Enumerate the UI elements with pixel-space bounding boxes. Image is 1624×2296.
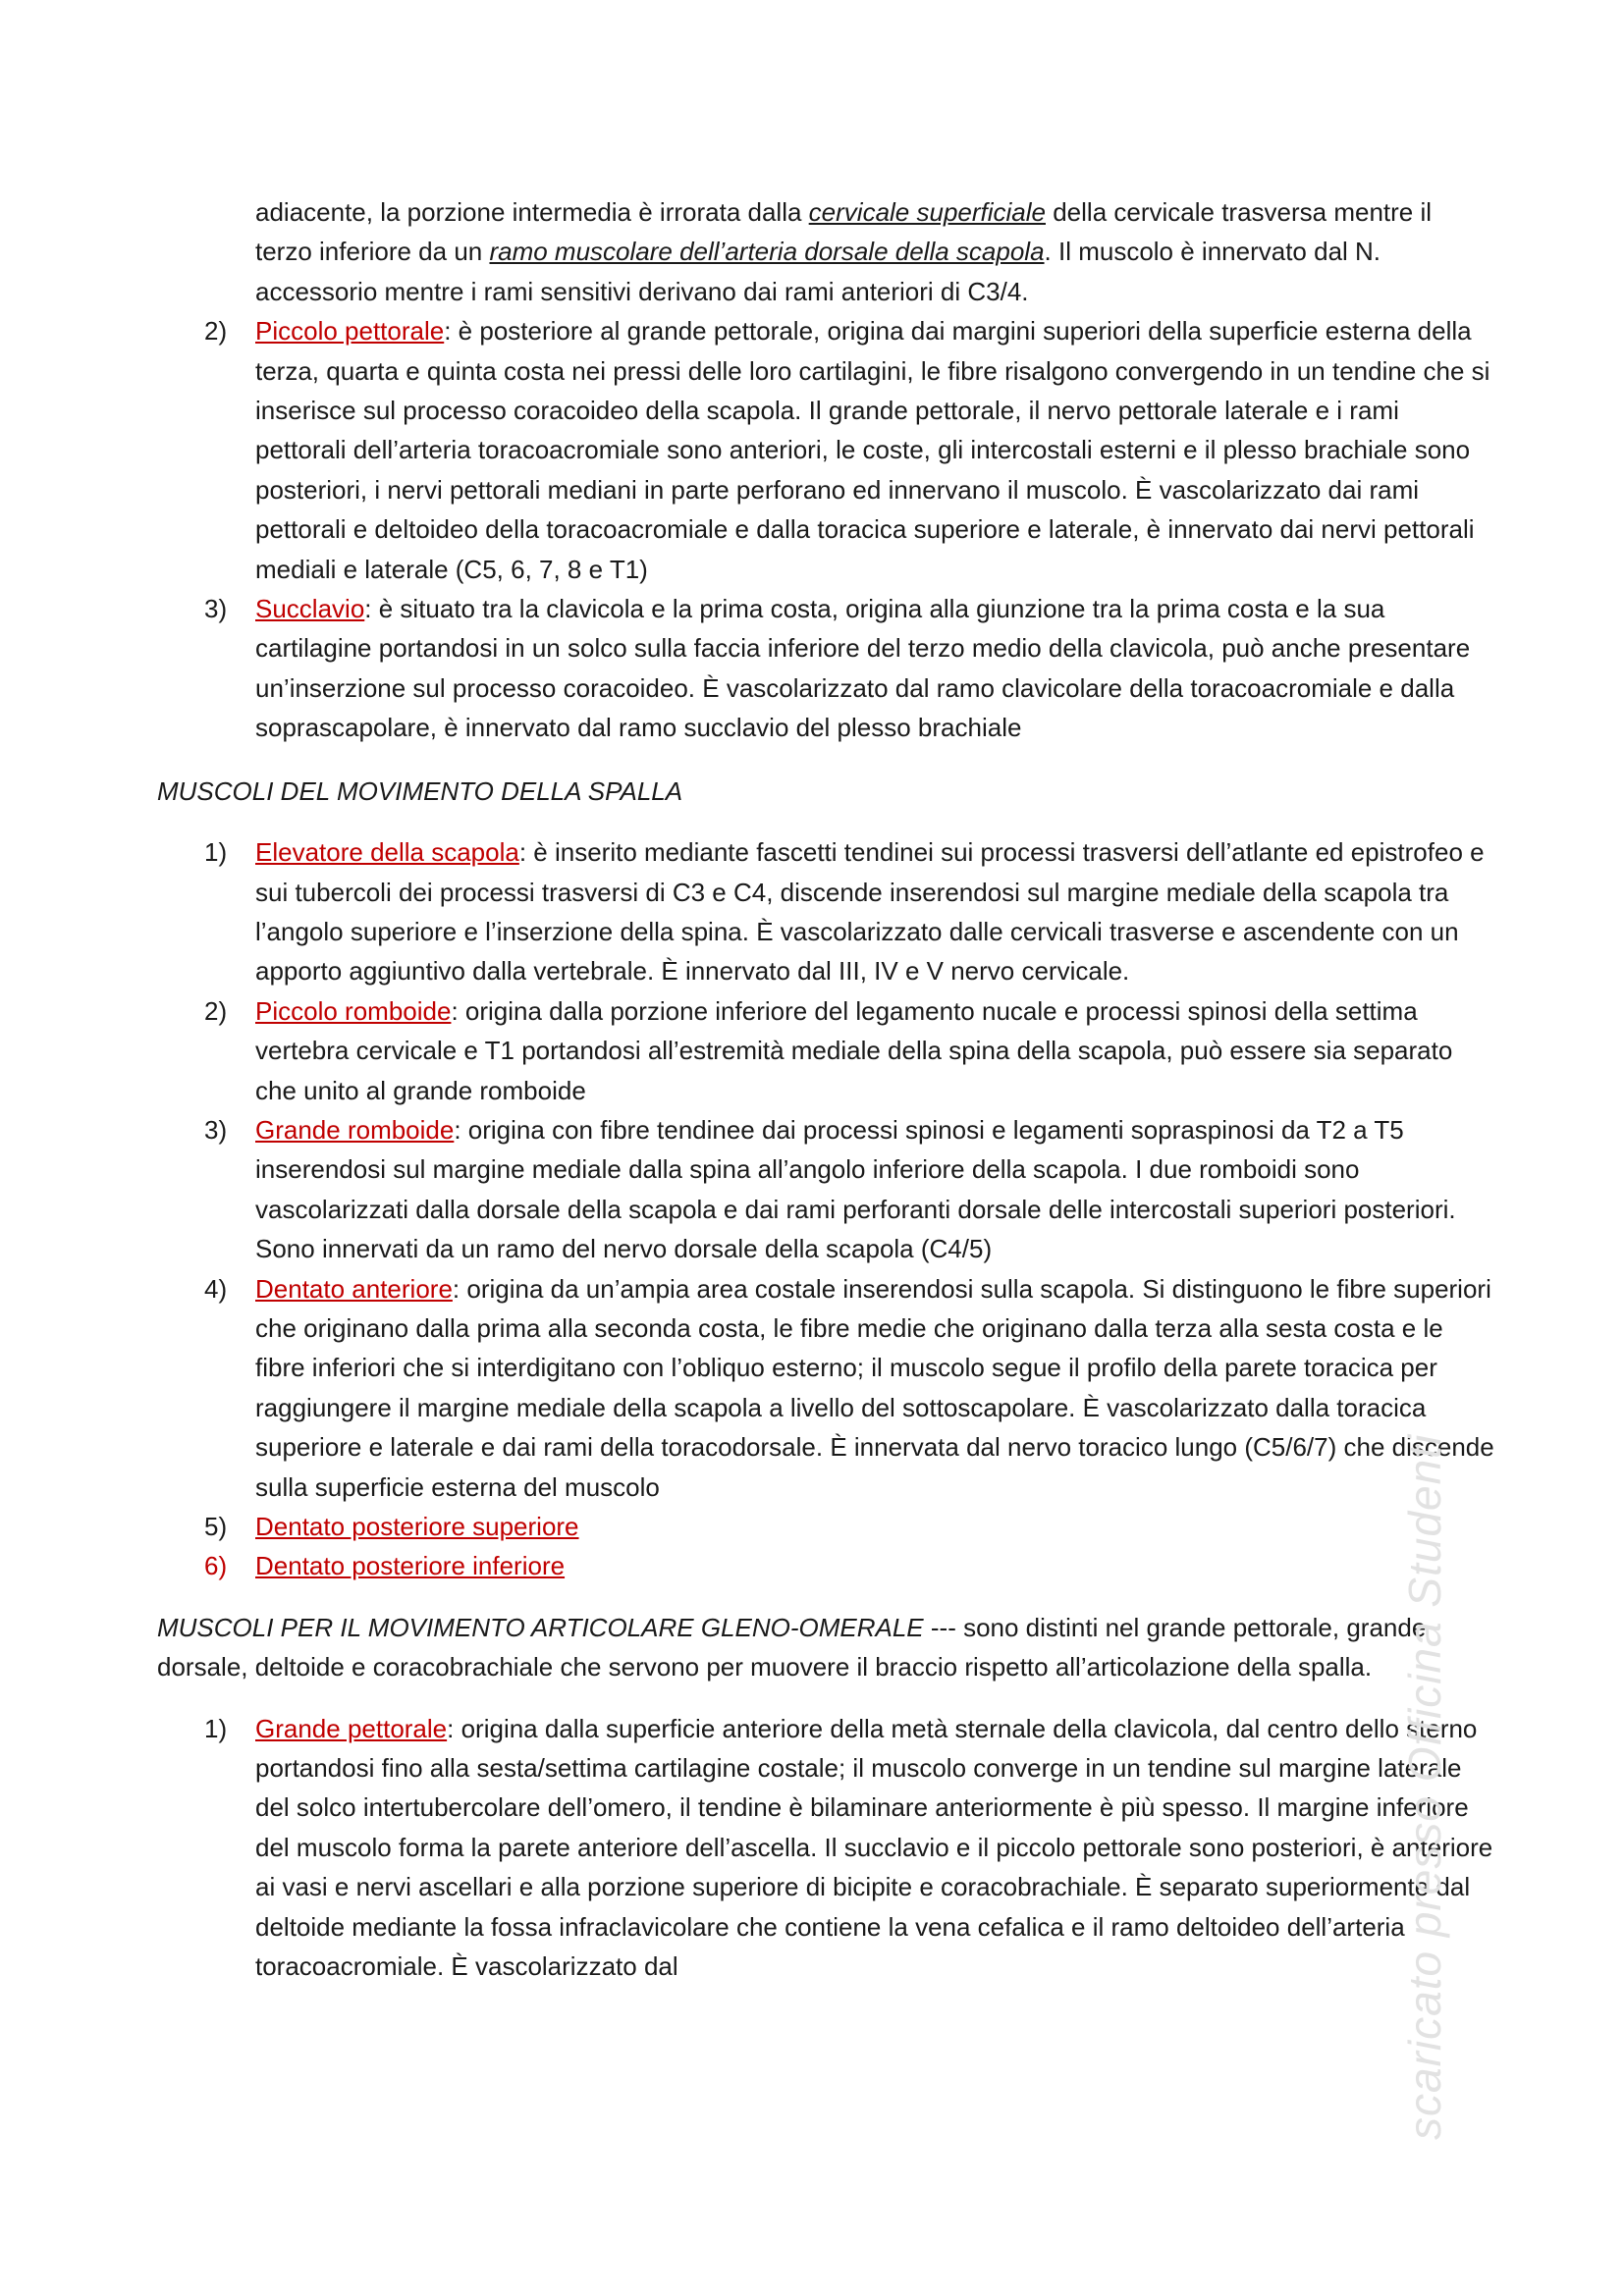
intro-underlined-2: ramo muscolare dell’arteria dorsale della scapola <box>489 237 1045 267</box>
item-description: : origina dalla porzione inferiore del legamento nucale e processi spinosi della settima vertebra cervicale e T1 portandosi all’estremità mediale della spina della scapola, può essere sia separato che unito al grande romboide <box>255 995 1453 1105</box>
intro-paragraph <box>255 192 1494 311</box>
item-number: 3) <box>204 1114 228 1145</box>
intro-text-2: della cervicale trasversa mentre il terzo inferiore da un <box>255 197 1433 267</box>
muscle-term: Dentato posteriore inferiore <box>255 1551 566 1581</box>
list-item <box>157 311 1494 589</box>
list-item <box>157 991 1494 1110</box>
intro-text-1: adiacente, la porzione intermedia è irrorata dalla <box>255 197 809 227</box>
list-glenohumeral-muscles <box>157 1709 1494 1987</box>
watermark: scaricato presso Officina Studenti <box>1399 1433 1450 2140</box>
item-number: 2) <box>204 316 228 347</box>
list-item <box>157 1507 1494 1546</box>
muscle-term: Elevatore della scapola <box>255 837 519 868</box>
section-heading-glenohumeral <box>157 1608 1494 1687</box>
list-item <box>157 1709 1494 1987</box>
heading-text: --- sono distinti nel grande pettorale, grande dorsale, deltoide e coracobrachiale che servono per muovere il braccio rispetto all’articolazione della spalla. <box>157 1612 1427 1682</box>
item-number: 2) <box>204 995 228 1026</box>
muscle-term: Dentato anteriore <box>255 1273 453 1304</box>
intro-text-3: . Il muscolo è innervato dal N. accessorio mentre i rami sensitivi derivano dai rami anteriori di C3/4. <box>255 237 1381 306</box>
item-description: : è posteriore al grande pettorale, origina dai margini superiori della superficie esterna della terza, quarta e quinta costa nei pressi delle loro cartilagini, le fibre risalgono convergendo in un tendine che si inserisce sul processo coracoideo della scapola. Il grande pettorale, il nervo pettorale laterale e i rami pettorali dell’arteria toracoacromiale sono anteriori, le coste, gli intercostali esterni e il plesso brachiale sono posteriori, i nervi pettorali mediani in parte perforano ed innervano il muscolo. È vascolarizzato dai rami pettorali e deltoideo della toracoacromiale e dalla toracica superiore e laterale, è innervato dai nervi pettorali mediali e laterale (C5, 6, 7, 8 e T1) <box>255 316 1490 584</box>
list-shoulder-muscles <box>157 832 1494 1586</box>
list-item <box>157 1546 1494 1585</box>
item-description: : è situato tra la clavicola e la prima costa, origina alla giunzione tra la prima costa e la sua cartilagine portandosi in un solco sulla faccia inferiore del terzo medio della clavicola, può anche presentare un’inserzione sul processo coracoideo. È vascolarizzato dal ramo clavicolare della toracoacromiale e dalla soprascapolare, è innervato dal ramo succlavio del plesso brachiale <box>255 594 1471 743</box>
muscle-term: Piccolo pettorale <box>255 316 445 347</box>
list-chest-muscles <box>157 311 1494 747</box>
section-heading-shoulder: MUSCOLI DEL MOVIMENTO DELLA SPALLA <box>157 775 683 806</box>
item-description: : origina dalla superficie anteriore della metà sternale della clavicola, dal centro dello sterno portandosi fino alla sesta/settima cartilagine costale; il muscolo converge in un tendine sul margine laterale del solco intertubercolare dell’omero, il tendine è bilaminare anteriormente è più spesso. Il margine inferiore del muscolo forma la parete anteriore dell’ascella. Il succlavio e il piccolo pettorale sono posteriori, è anteriore ai vasi e nervi ascellari e alla porzione superiore di bicipite e coracobrachiale. È separato superiormente dal deltoide mediante la fossa infraclavicolare che contiene la vena cefalica e il ramo deltoideo dell’arteria toracoacromiale. È vascolarizzato dal <box>255 1713 1493 1982</box>
item-number: 1) <box>204 1713 228 1743</box>
item-description: : è inserito mediante fascetti tendinei sui processi trasversi dell’atlante ed epistrofeo e sui tubercoli dei processi trasversi di C3 e C4, discende inserendosi sul margine mediale della scapola tra l’angolo superiore e l’inserzione della spina. È vascolarizzato dalle cervicali trasverse e ascendente con un apporto aggiuntivo dalla vertebrale. È innervato dal III, IV e V nervo cervicale. <box>255 837 1485 987</box>
muscle-term: Grande romboide <box>255 1114 455 1145</box>
list-item <box>157 1269 1494 1507</box>
item-number: 1) <box>204 837 228 868</box>
item-number: 6) <box>204 1551 228 1581</box>
list-item <box>157 589 1494 748</box>
item-description: : origina con fibre tendinee dai processi spinosi e legamenti sopraspinosi da T2 a T5 inserendosi sul margine mediale dalla spina all’angolo inferiore della scapola. I due romboidi sono vascolarizzati dalla dorsale della scapola e dai rami perforanti dorsale delle intercostali superiori posteriori. Sono innervati da un ramo del nervo dorsale della scapola (C4/5) <box>255 1114 1456 1264</box>
muscle-term: Succlavio <box>255 594 365 624</box>
muscle-term: Dentato posteriore superiore <box>255 1512 579 1541</box>
item-number: 5) <box>204 1512 228 1541</box>
item-number: 3) <box>204 594 228 624</box>
muscle-term: Grande pettorale <box>255 1713 448 1743</box>
list-item <box>157 832 1494 991</box>
intro-underlined-1: cervicale superficiale <box>808 197 1046 227</box>
heading-italic: MUSCOLI PER IL MOVIMENTO ARTICOLARE GLENO-OMERALE <box>157 1612 924 1642</box>
muscle-term: Piccolo romboide <box>255 995 452 1026</box>
page-content <box>157 192 1494 1986</box>
list-item <box>157 1110 1494 1269</box>
item-description: : origina da un’ampia area costale inserendosi sulla scapola. Si distinguono le fibre superiori che originano dalla prima alla seconda costa, le fibre medie che originano dalla terza alla sesta costa e le fibre inferiori che si interdigitano con l’obliquo esterno; il muscolo segue il profilo della parete toracica per raggiungere il margine mediale della scapola a livello del sottoscapolare. È vascolarizzato dalla toracica superiore e laterale e dai rami della toracodorsale. È innervata dal nervo toracico lungo (C5/6/7) che discende sulla superficie esterna del muscolo <box>255 1273 1494 1502</box>
item-number: 4) <box>204 1273 228 1304</box>
